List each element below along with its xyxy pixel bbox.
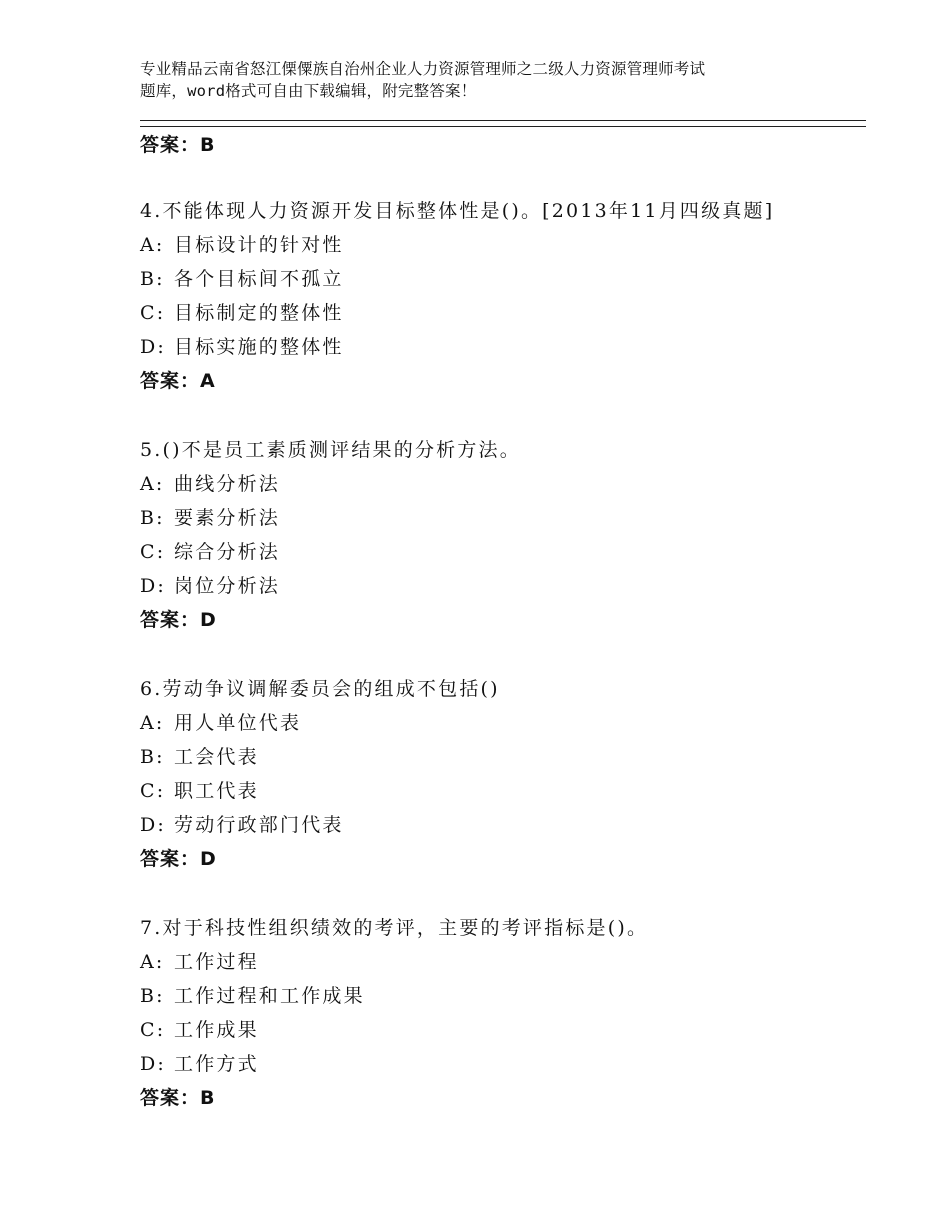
document-header [140, 58, 830, 102]
option-text: 工作方式 [174, 1053, 259, 1075]
option-key: C: [140, 541, 166, 563]
option-d [140, 330, 860, 364]
option-text: 工会代表 [174, 746, 259, 768]
question-block [140, 194, 860, 398]
option-text: 岗位分析法 [174, 575, 281, 597]
option-key: C: [140, 780, 166, 802]
question-block [140, 672, 860, 876]
header-title-line-1: 专业精品云南省怒江傈僳族自治州企业人力资源管理师之二级人力资源管理师考试 [140, 60, 706, 78]
option-b [140, 979, 860, 1013]
option-text: 各个目标间不孤立 [174, 268, 344, 290]
question-stem: 4.不能体现人力资源开发目标整体性是()。[2013年11月四级真题] [140, 200, 775, 222]
option-c [140, 296, 860, 330]
option-key: A: [140, 473, 165, 495]
option-text: 综合分析法 [174, 541, 281, 563]
header-title-line-2: 题库，word格式可自由下载编辑，附完整答案！ [140, 82, 477, 100]
option-key: D: [140, 575, 167, 597]
option-key: B: [140, 507, 165, 529]
option-text: 目标制定的整体性 [174, 302, 344, 324]
option-key: C: [140, 1019, 166, 1041]
option-c [140, 1013, 860, 1047]
option-text: 工作成果 [174, 1019, 259, 1041]
option-a [140, 228, 860, 262]
option-key: B: [140, 746, 165, 768]
answer-label: 答案：D [140, 609, 217, 631]
option-b [140, 501, 860, 535]
answer-label: 答案：D [140, 848, 217, 870]
option-a [140, 706, 860, 740]
option-text: 用人单位代表 [174, 712, 302, 734]
option-text: 职工代表 [174, 780, 259, 802]
question-stem: 5.()不是员工素质测评结果的分析方法。 [140, 439, 521, 461]
option-d [140, 1047, 860, 1081]
question-block [140, 911, 860, 1115]
option-a [140, 467, 860, 501]
option-key: D: [140, 814, 167, 836]
question-block [140, 433, 860, 637]
option-key: A: [140, 234, 165, 256]
answer-label: 答案：B [140, 1087, 216, 1109]
option-key: A: [140, 712, 165, 734]
option-text: 目标设计的针对性 [174, 234, 344, 256]
option-text: 工作过程 [174, 951, 259, 973]
option-d [140, 808, 860, 842]
question-stem: 6.劳动争议调解委员会的组成不包括() [140, 678, 500, 700]
option-key: B: [140, 985, 165, 1007]
option-a [140, 945, 860, 979]
option-text: 劳动行政部门代表 [174, 814, 344, 836]
option-key: C: [140, 302, 166, 324]
option-key: D: [140, 1053, 167, 1075]
question-stem: 7.对于科技性组织绩效的考评，主要的考评指标是()。 [140, 917, 649, 939]
option-key: D: [140, 336, 167, 358]
answer-label: 答案：B [140, 134, 216, 156]
option-c [140, 774, 860, 808]
option-text: 工作过程和工作成果 [174, 985, 365, 1007]
header-divider [140, 120, 866, 127]
option-text: 曲线分析法 [174, 473, 281, 495]
option-b [140, 262, 860, 296]
answer-label: 答案：A [140, 370, 216, 392]
option-key: B: [140, 268, 165, 290]
option-text: 目标实施的整体性 [174, 336, 344, 358]
option-c [140, 535, 860, 569]
option-d [140, 569, 860, 603]
option-b [140, 740, 860, 774]
option-key: A: [140, 951, 165, 973]
option-text: 要素分析法 [174, 507, 281, 529]
